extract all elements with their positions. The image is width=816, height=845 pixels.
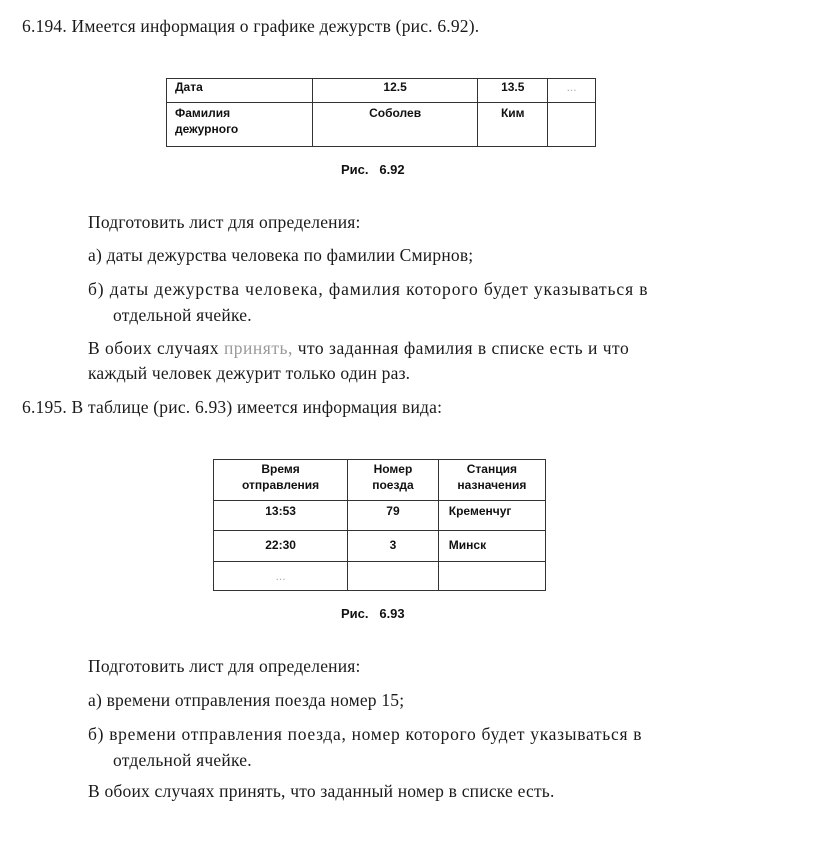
table-row xyxy=(214,562,546,591)
table-cell: ... xyxy=(548,79,596,103)
task-text: Подготовить лист для определения: xyxy=(88,212,361,232)
problem-intro: Имеется информация о графике дежурств (рис. 6.92). xyxy=(71,16,480,36)
note-faint-word: принять, xyxy=(223,338,293,358)
table-cell xyxy=(348,562,439,591)
table-cell: 79 xyxy=(348,501,439,531)
item-b-line2: отдельной ячейке. xyxy=(113,305,252,325)
table-cell: Кременчуг xyxy=(438,501,545,531)
column-header: Время отправления xyxy=(214,460,348,501)
table-row xyxy=(214,501,546,531)
table-cell: Ким xyxy=(478,103,548,147)
table-cell: 12.5 xyxy=(312,79,478,103)
table-cell: 13.5 xyxy=(478,79,548,103)
column-header: Станция назначения xyxy=(438,460,545,501)
table-cell xyxy=(548,103,596,147)
item-a: а) даты дежурства человека по фамилии Смирнов; xyxy=(88,245,474,265)
figure-caption-6-93: Рис. 6.93 xyxy=(341,606,405,621)
table-header-row xyxy=(214,460,546,501)
note-line1 xyxy=(88,338,629,359)
table-cell: Фамилия дежурного xyxy=(167,103,313,147)
item-b-line2: отдельной ячейке. xyxy=(113,750,252,770)
table-cell: 22:30 xyxy=(214,531,348,562)
table-cell: Соболев xyxy=(312,103,478,147)
problem-number: 6.195. xyxy=(22,397,67,417)
train-schedule-table xyxy=(213,459,546,591)
note-start: В обоих случаях xyxy=(88,338,220,358)
problem-number: 6.194. xyxy=(22,16,67,36)
table-row xyxy=(214,531,546,562)
item-b-line1: б) времени отправления поезда, номер которого будет указываться в xyxy=(88,724,643,744)
item-a: а) времени отправления поезда номер 15; xyxy=(88,690,405,710)
problem-intro: В таблице (рис. 6.93) имеется информация вида: xyxy=(71,397,443,417)
figure-caption-6-92: Рис. 6.92 xyxy=(341,162,405,177)
table-cell: Дата xyxy=(167,79,313,103)
item-b-line1: б) даты дежурства человека, фамилия которого будет указываться в xyxy=(88,279,649,299)
table-cell xyxy=(438,562,545,591)
table-row xyxy=(167,103,596,147)
table-cell: Минск xyxy=(438,531,545,562)
table-cell: 3 xyxy=(348,531,439,562)
column-header: Номер поезда xyxy=(348,460,439,501)
table-row xyxy=(167,79,596,103)
task-text: Подготовить лист для определения: xyxy=(88,656,361,676)
table-cell: ... xyxy=(214,562,348,591)
note: В обоих случаях принять, что заданный номер в списке есть. xyxy=(88,781,555,801)
table-cell: 13:53 xyxy=(214,501,348,531)
note-line2: каждый человек дежурит только один раз. xyxy=(88,363,411,383)
duty-schedule-table xyxy=(166,78,596,147)
note-end: что заданная фамилия в списке есть и что xyxy=(297,338,630,358)
problem-6-195-heading xyxy=(22,397,442,418)
problem-6-194-heading xyxy=(22,16,479,37)
